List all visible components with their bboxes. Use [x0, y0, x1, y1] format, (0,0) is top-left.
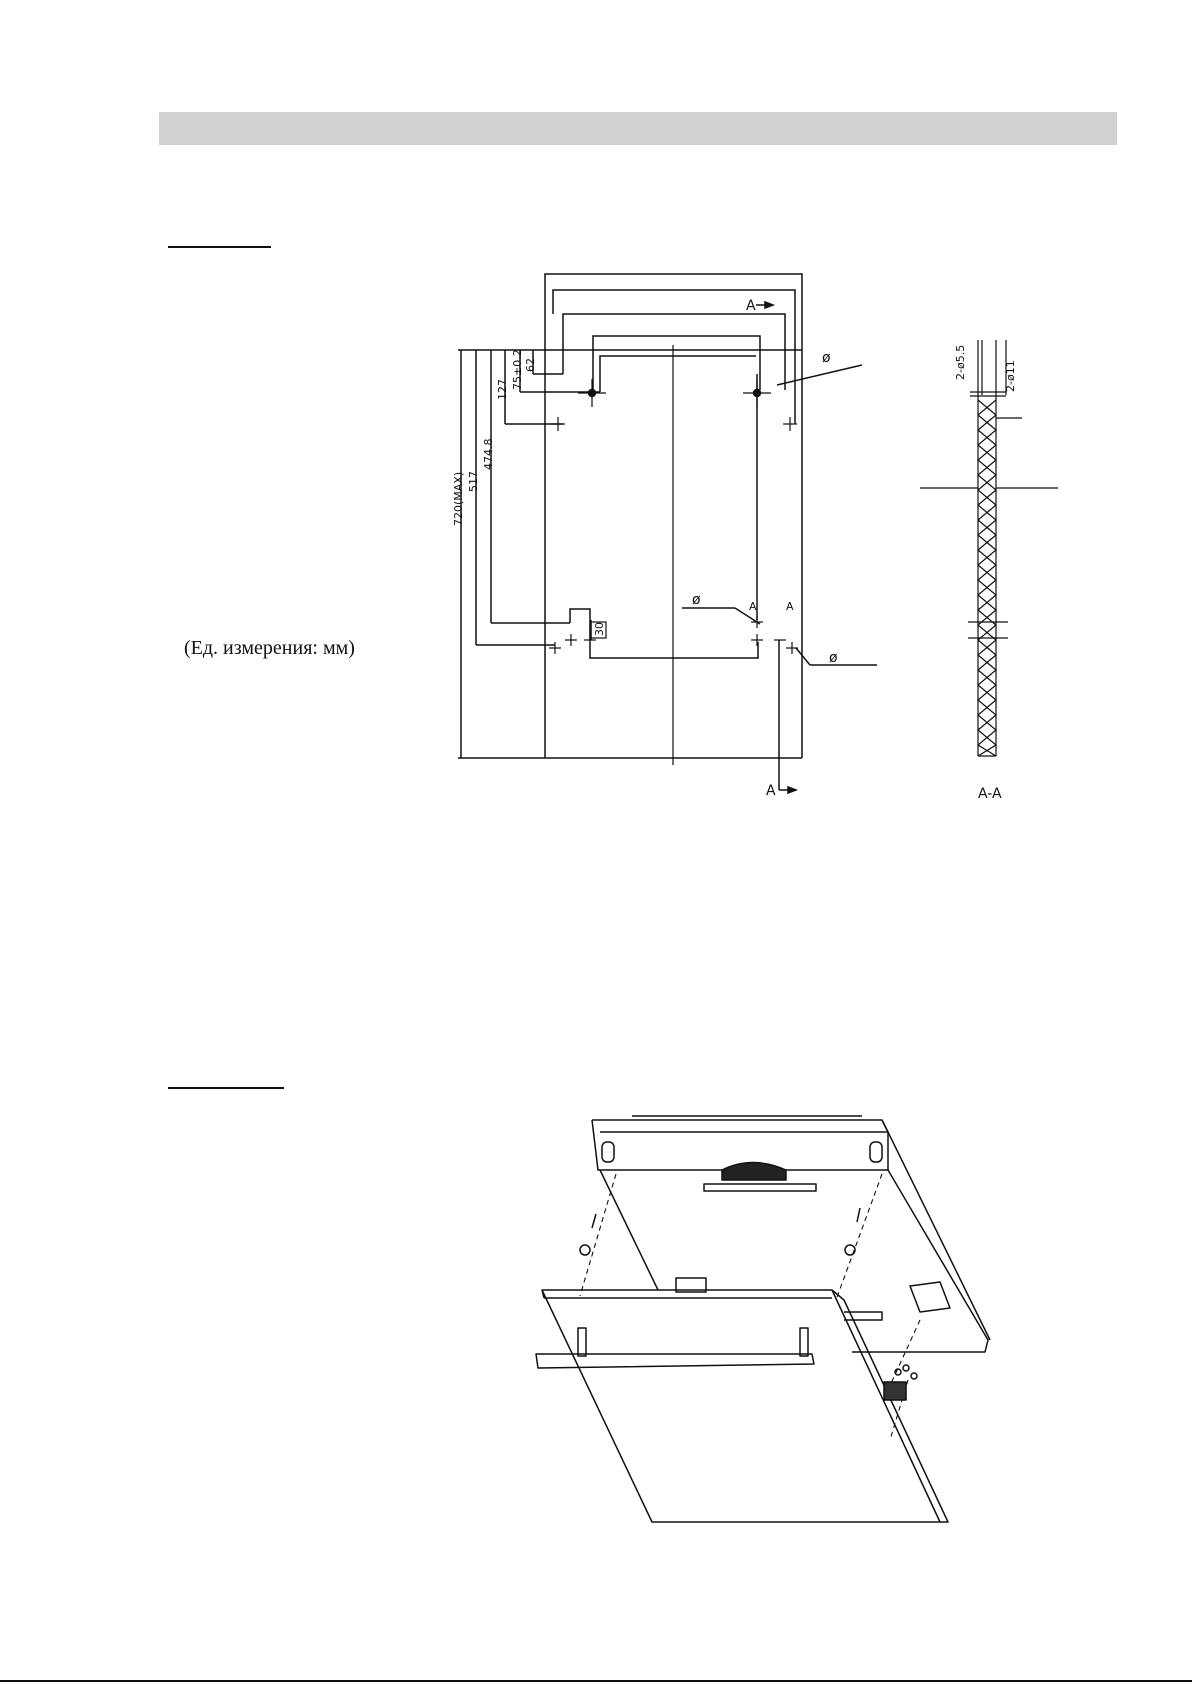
- diameter-bottom-right: ø: [829, 650, 838, 666]
- dim-75: 75±0.2: [511, 349, 524, 390]
- dim-62: 62: [524, 358, 537, 372]
- assembly-isometric-drawing: [536, 1116, 990, 1522]
- section-label-a-a: A-A: [978, 786, 1002, 802]
- dim-517: 517: [467, 471, 480, 492]
- dim-30: 30: [593, 622, 606, 636]
- section-mark-a-bottom: A: [766, 783, 776, 799]
- dim-720: 720(MAX): [452, 471, 465, 526]
- label-hole-small: 2-ø5.5: [954, 344, 967, 380]
- section-mark-a-mid-1: A: [749, 600, 757, 613]
- bottom-rule: [0, 1680, 1192, 1682]
- label-hole-large: 2-ø11: [1004, 360, 1017, 392]
- section-mark-a-mid-2: A: [786, 600, 794, 613]
- dim-127: 127: [496, 379, 509, 400]
- section-a-a-drawing: [920, 340, 1058, 756]
- diameter-top-right: ø: [822, 350, 831, 366]
- units-note: (Ед. измерения: мм): [184, 637, 355, 659]
- dim-474-8: 474.8: [482, 438, 495, 470]
- diameter-mid: ø: [692, 592, 701, 608]
- section-mark-a-top: A: [746, 298, 756, 314]
